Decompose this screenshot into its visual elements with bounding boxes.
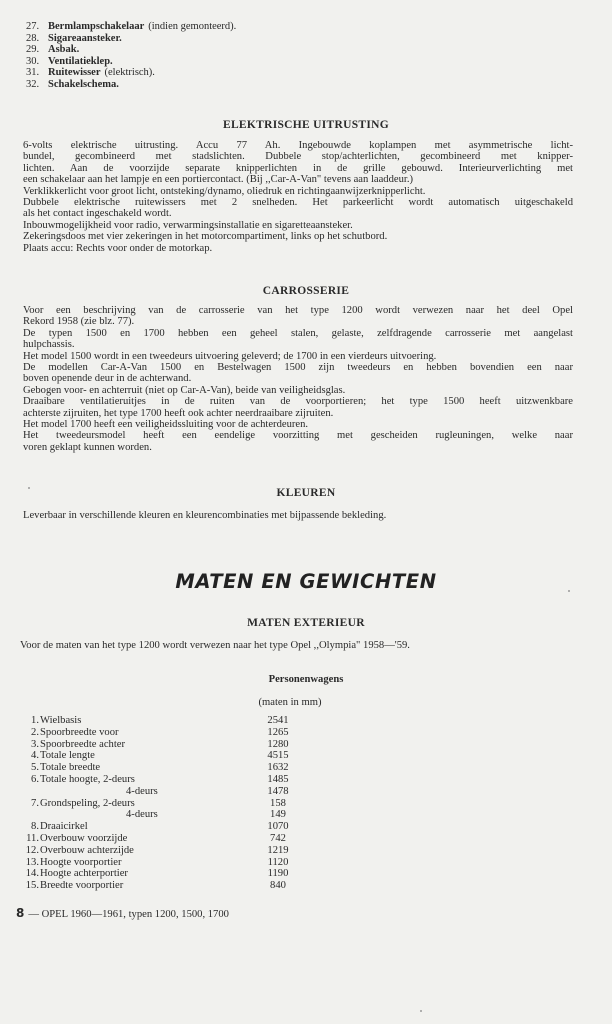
row-value: 149 bbox=[270, 809, 286, 821]
text-line: Plaats accu: Rechts voor onder de motorkap. bbox=[23, 242, 213, 254]
row-value: 1190 bbox=[267, 868, 289, 880]
row-number: 13. bbox=[25, 856, 39, 868]
row-label: 4-deurs bbox=[126, 785, 158, 797]
row-number: 4. bbox=[31, 750, 39, 762]
text-line: Het model 1700 heeft een veiligheidssluiting voor de achterdeuren. bbox=[23, 419, 309, 431]
text-line: Verklikkerlicht voor groot licht, ontsteking/dynamo, oliedruk en richtingaanwijzerknipperlicht. bbox=[23, 185, 426, 197]
text-line: De typen 1500 en 1700 hebben een geheel stalen, gelaste, zelfdragende carrosserie met aangelast bbox=[23, 327, 573, 339]
electric-paragraph bbox=[23, 140, 573, 254]
text-line: Rekord 1958 (zie blz. 77). bbox=[23, 316, 135, 328]
parts-list bbox=[26, 21, 446, 91]
text-line: voren geklapt kunnen worden. bbox=[23, 441, 152, 453]
page-footer bbox=[16, 906, 229, 920]
row-number: 14. bbox=[25, 868, 39, 880]
table-row bbox=[22, 715, 322, 727]
row-label: Hoogte voorportier bbox=[40, 856, 122, 868]
text-line: Dubbele elektrische ruitewissers met 2 snelheden. Het parkeerlicht wordt automatisch uitgeschakeld bbox=[23, 197, 573, 209]
row-number: 8. bbox=[31, 821, 39, 833]
table-row bbox=[22, 750, 322, 762]
table-row bbox=[22, 786, 322, 798]
row-label: Totale breedte bbox=[40, 762, 101, 774]
row-label: Totale lengte bbox=[40, 750, 95, 762]
footer-text: — OPEL 1960—1961, typen 1200, 1500, 1700 bbox=[28, 909, 229, 920]
row-value: 1219 bbox=[267, 844, 289, 856]
list-item-number: 27. bbox=[26, 21, 40, 32]
list-item-name: Sigareaansteker. bbox=[48, 32, 122, 44]
table-row bbox=[22, 845, 322, 857]
text-line: achterste zijruiten, het type 1700 heeft ook achter neerdraaibare zijruiten. bbox=[23, 407, 334, 419]
table-row bbox=[22, 809, 322, 821]
row-number: 11. bbox=[26, 832, 39, 844]
list-item-name: Asbak. bbox=[48, 44, 80, 56]
row-label: Draaicirkel bbox=[40, 821, 88, 833]
table-row bbox=[22, 868, 322, 880]
table-row bbox=[22, 880, 322, 892]
text-line: De modellen Car-A-Van 1500 en Bestelwagen 1500 zijn tweedeurs en hebben bovendien een naar bbox=[23, 362, 573, 374]
text-line: hulpchassis. bbox=[23, 339, 75, 351]
row-label: Overbouw voorzijde bbox=[40, 832, 128, 844]
row-number: 7. bbox=[31, 797, 39, 809]
row-number: 1. bbox=[31, 715, 39, 726]
row-label: Wielbasis bbox=[40, 715, 82, 726]
paper-speck bbox=[568, 590, 570, 592]
list-item bbox=[26, 44, 446, 56]
row-number: 15. bbox=[25, 880, 39, 892]
row-number: 6. bbox=[31, 773, 39, 785]
row-value: 1070 bbox=[267, 821, 289, 833]
table-row bbox=[22, 774, 322, 786]
list-item-number: 30. bbox=[26, 55, 40, 67]
list-item bbox=[26, 21, 446, 33]
table-row bbox=[22, 821, 322, 833]
text-line: Voor een beschrijving van de carrosserie van het type 1200 wordt verwezen naar het deel Opel bbox=[23, 305, 573, 316]
text-line: Zekeringsdoos met vier zekeringen in het motorcompartiment, links op het schutbord. bbox=[23, 231, 388, 243]
row-value: 1632 bbox=[267, 762, 289, 774]
colors-paragraph bbox=[23, 510, 573, 521]
list-item-name: Schakelschema. bbox=[48, 78, 119, 90]
row-value: 1478 bbox=[267, 785, 289, 797]
text-line: Gebogen voor- en achterruit (niet op Car-A-Van), beide van veiligheidsglas. bbox=[23, 384, 346, 396]
colors-line: Leverbaar in verschillende kleuren en kleurencombinaties met bijpassende bekleding. bbox=[23, 510, 387, 521]
row-label: Spoorbreedte achter bbox=[40, 738, 126, 750]
row-label: Spoorbreedte voor bbox=[40, 726, 119, 738]
list-item-number: 28. bbox=[26, 32, 40, 44]
main-title: MATEN EN GEWICHTEN bbox=[175, 570, 437, 593]
row-value: 1280 bbox=[267, 738, 289, 750]
row-number: 2. bbox=[31, 726, 39, 738]
row-label: Breedte voorportier bbox=[40, 880, 124, 892]
row-value: 2541 bbox=[267, 715, 289, 726]
table-row bbox=[22, 798, 322, 810]
row-label: 4-deurs bbox=[126, 809, 158, 821]
row-number: 3. bbox=[31, 738, 39, 750]
section-title-exterior: MATEN EXTERIEUR bbox=[247, 617, 365, 629]
row-number: 5. bbox=[31, 762, 39, 774]
table-unit: (maten in mm) bbox=[258, 697, 322, 708]
table-row bbox=[22, 762, 322, 774]
row-number: 12. bbox=[25, 844, 39, 856]
row-value: 1265 bbox=[267, 726, 289, 738]
list-item-name: Ventilatieklep. bbox=[48, 55, 113, 67]
text-line: als het contact ingeschakeld wordt. bbox=[23, 208, 172, 220]
row-value: 1485 bbox=[267, 773, 289, 785]
measurements-table bbox=[22, 715, 322, 892]
list-item bbox=[26, 79, 446, 91]
table-row bbox=[22, 739, 322, 751]
text-line: Inbouwmogelijkheid voor radio, verwarmingsinstallatie en sigaretteaansteker. bbox=[23, 219, 353, 231]
section-title-colors: KLEUREN bbox=[276, 487, 336, 499]
text-line: 6-volts elektrische uitrusting. Accu 77 Ah. Ingebouwde koplampen met asymmetrische licht- bbox=[23, 140, 573, 151]
text-line: Het model 1500 wordt in een tweedeurs uitvoering geleverd; de 1700 in een vierdeurs uitvoering. bbox=[23, 350, 437, 362]
paper-speck bbox=[28, 487, 30, 489]
list-item-name: Ruitewisser bbox=[48, 67, 101, 79]
list-item-number: 32. bbox=[26, 78, 40, 90]
list-item bbox=[26, 33, 446, 45]
text-line: Het tweedeursmodel heeft een eendelige voorzitting met gescheiden rugleuningen, welke naar bbox=[23, 430, 573, 442]
row-label: Totale hoogte, 2-deurs bbox=[40, 773, 135, 785]
section-title-electric: ELEKTRISCHE UITRUSTING bbox=[222, 119, 390, 131]
row-value: 742 bbox=[270, 832, 286, 844]
exterior-intro-line: Voor de maten van het type 1200 wordt verwezen naar het type Opel ,,Olympia" 1958—'59. bbox=[20, 640, 410, 651]
paper-speck bbox=[420, 1010, 422, 1012]
section-title-body: CARROSSERIE bbox=[262, 285, 350, 297]
list-item bbox=[26, 67, 446, 79]
row-value: 158 bbox=[270, 797, 286, 809]
text-line: lichten. Aan de voorzijde separate knipperlichten in de grille gebouwd. Interieurverlichting met bbox=[23, 162, 573, 174]
page-number: 8 bbox=[16, 906, 25, 920]
row-value: 4515 bbox=[267, 750, 289, 762]
table-row bbox=[22, 833, 322, 845]
row-label: Overbouw achterzijde bbox=[40, 844, 134, 856]
body-paragraph bbox=[23, 305, 573, 453]
row-value: 840 bbox=[270, 880, 286, 892]
text-line: Draaibare ventilatieruitjes in de ruiten van de voorportieren; het type 1500 heeft uitzwenkbare bbox=[23, 396, 573, 408]
row-label: Hoogte achterportier bbox=[40, 868, 128, 880]
row-value: 1120 bbox=[267, 856, 289, 868]
list-item-number: 29. bbox=[26, 44, 40, 56]
exterior-intro bbox=[20, 640, 570, 651]
list-item-number: 31. bbox=[26, 67, 40, 79]
table-row bbox=[22, 857, 322, 869]
table-row bbox=[22, 727, 322, 739]
row-label: Grondspeling, 2-deurs bbox=[40, 797, 135, 809]
text-line: boven openende deur in de achterwand. bbox=[23, 373, 192, 385]
list-item-note: (elektrisch). bbox=[104, 67, 155, 79]
text-line: een schakelaar aan het lampje en een portiercontact. (Bij ,,Car-A-Van" tevens aan laaddeur.) bbox=[23, 174, 414, 186]
table-subtitle: Personenwagens bbox=[268, 674, 344, 685]
text-line: bundel, gecombineerd met stadslichten. Dubbele stop/achterlichten, gecombineerd met knipper- bbox=[23, 151, 573, 163]
list-item-name: Bermlampschakelaar bbox=[48, 21, 145, 32]
list-item-note: (indien gemonteerd). bbox=[148, 21, 237, 32]
list-item bbox=[26, 56, 446, 68]
